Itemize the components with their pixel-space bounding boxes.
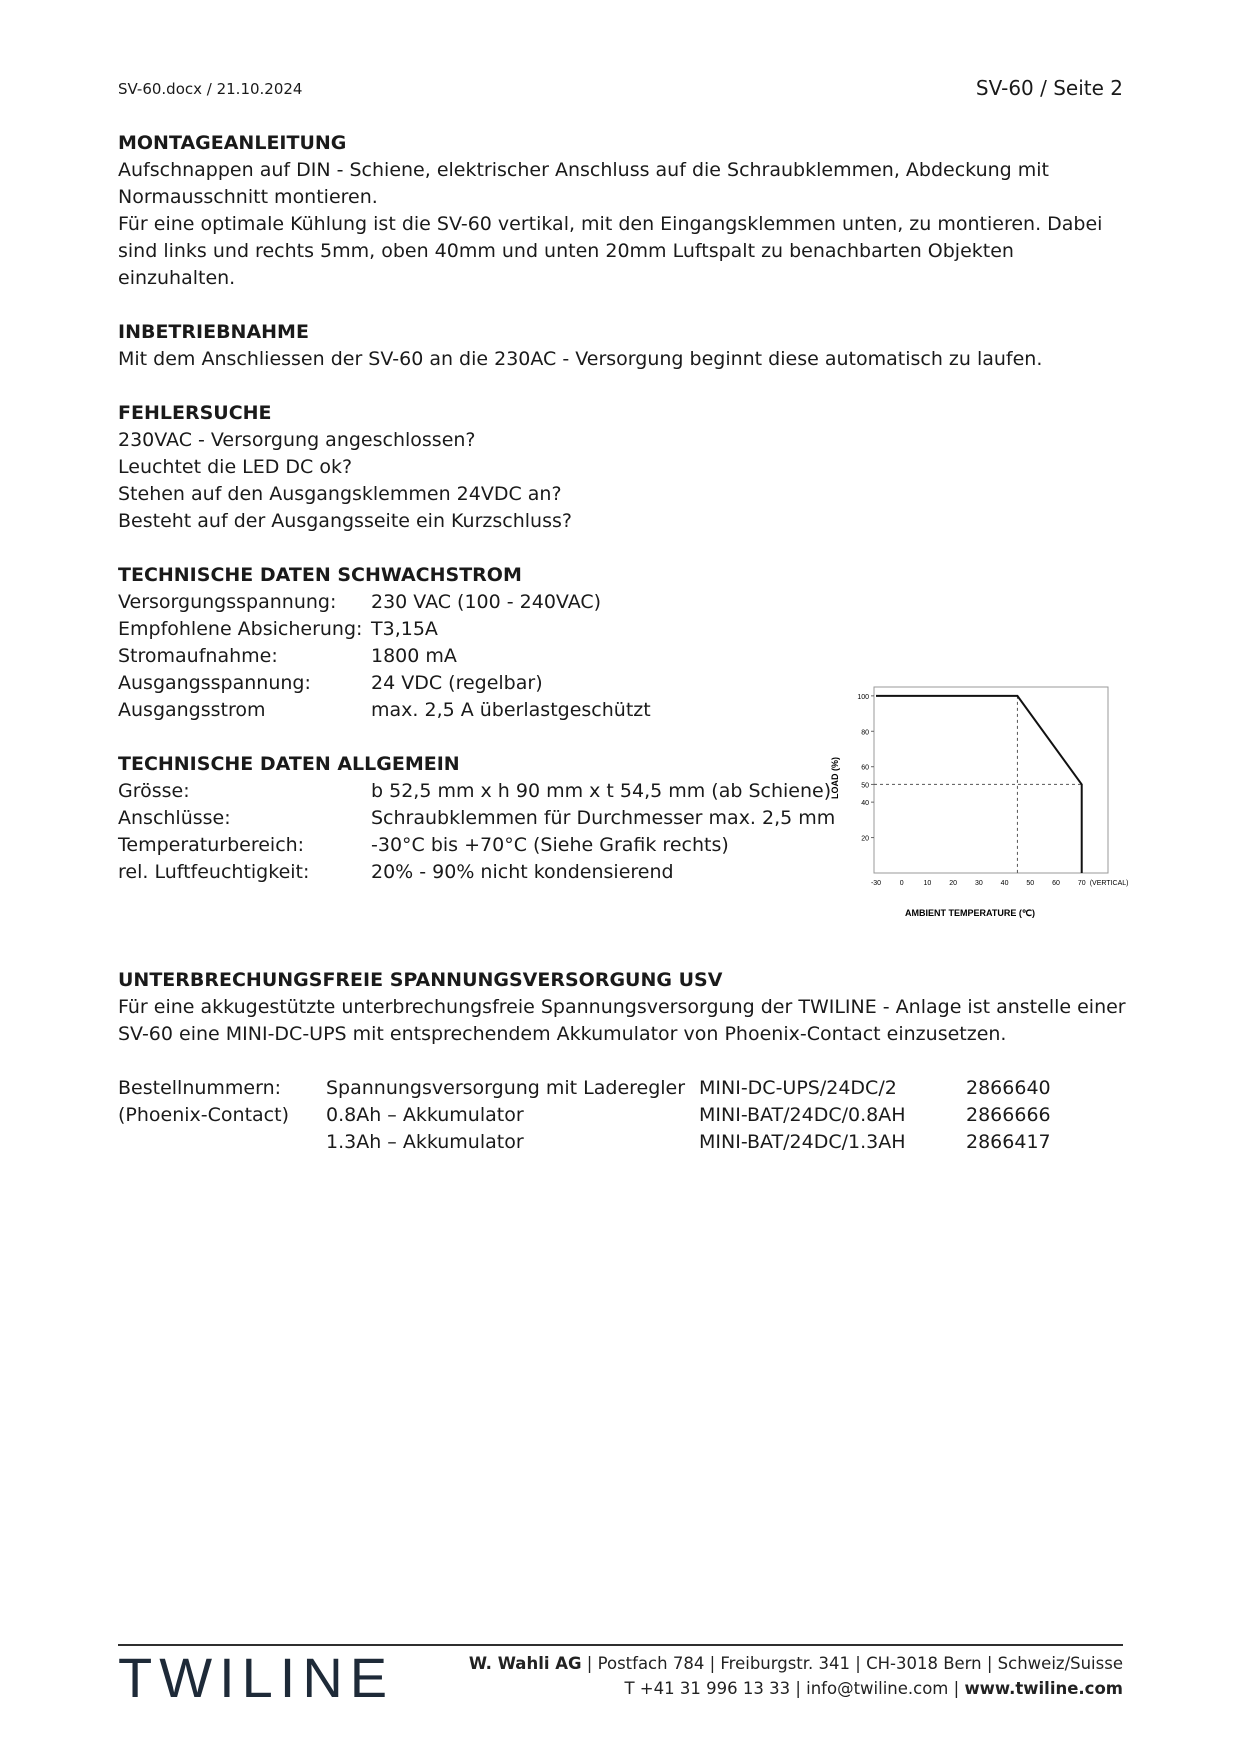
y-tick-label: 40: [861, 800, 869, 808]
spec-row: [118, 616, 1128, 643]
derating-chart-svg: [828, 680, 1148, 940]
table-cell: (Phoenix-Contact): [118, 1104, 289, 1126]
text-line: Stehen auf den Ausgangsklemmen 24VDC an?: [118, 483, 562, 505]
text-line: sind links und rechts 5mm, oben 40mm und unten 20mm Luftspalt zu benachbarten Objekten einzuhalten.: [118, 240, 1014, 289]
section-fehlersuche: [118, 400, 1128, 535]
section-title: TECHNISCHE DATEN ALLGEMEIN: [118, 753, 460, 775]
twiline-logo: TWILINE: [118, 1646, 395, 1709]
x-tick-label: 20: [949, 880, 958, 887]
spec-key: Versorgungsspannung:: [118, 591, 337, 613]
y-tick-label: 50: [861, 782, 869, 790]
y-tick-label: 20: [861, 835, 869, 843]
document-body: [118, 130, 1128, 1183]
spec-row: [118, 589, 1128, 616]
spec-key: Ausgangsspannung:: [118, 672, 311, 694]
x-tick-label: 40: [1000, 880, 1009, 887]
spec-key: Grösse:: [118, 780, 190, 802]
y-tick-label: 100: [857, 693, 869, 701]
x-axis-label: AMBIENT TEMPERATURE (℃): [905, 908, 1035, 918]
x-tick-label: 70: [1077, 880, 1086, 887]
text-line: Besteht auf der Ausgangsseite ein Kurzschluss?: [118, 510, 572, 532]
derating-chart: [828, 680, 1148, 944]
address-text: | Postfach 784 | Freiburgstr. 341 | CH-3018 Bern | Schweiz/Suisse: [581, 1654, 1123, 1673]
section-montage: [118, 130, 1128, 292]
table-cell: MINI-BAT/24DC/1.3AH: [699, 1131, 906, 1153]
footer-address-line: [469, 1651, 1123, 1676]
x-tick-label: 10: [923, 880, 932, 887]
company-name: W. Wahli AG: [468, 1654, 582, 1673]
chart-frame: [874, 687, 1108, 873]
text-line: Normausschnitt montieren.: [118, 186, 378, 208]
spec-value: 24 VDC (regelbar): [371, 672, 543, 694]
table-cell: 2866417: [966, 1131, 1051, 1153]
x-tick-label: 0: [899, 880, 904, 887]
order-table: [118, 1075, 1051, 1156]
table-row: [118, 1129, 1051, 1156]
text-line: Für eine akkugestützte unterbrechungsfreie Spannungsversorgung der TWILINE - Anlage ist anstelle einer: [118, 996, 1126, 1018]
section-title: INBETRIEBNAHME: [118, 321, 309, 343]
text-line: Mit dem Anschliessen der SV-60 an die 230AC - Versorgung beginnt diese automatisch zu laufen.: [118, 348, 1043, 370]
x-tick-label: 30: [974, 880, 983, 887]
spec-value: Schraubklemmen für Durchmesser max. 2,5 mm: [371, 807, 836, 829]
spec-row: [118, 643, 1128, 670]
spec-key: Anschlüsse:: [118, 807, 231, 829]
spec-value: T3,15A: [371, 618, 438, 640]
section-inbetriebnahme: [118, 319, 1128, 373]
spec-key: rel. Luftfeuchtigkeit:: [118, 861, 310, 883]
x-tick-label: -30: [870, 880, 882, 887]
header-doc-info: SV-60.docx / 21.10.2024: [118, 80, 303, 98]
text-line: SV-60 eine MINI-DC-UPS mit entsprechendem Akkumulator von Phoenix-Contact einzusetzen.: [118, 1023, 1007, 1045]
section-title: FEHLERSUCHE: [118, 402, 272, 424]
table-cell: Spannungsversorgung mit Laderegler: [326, 1077, 686, 1099]
spec-value: 1800 mA: [371, 645, 457, 667]
text-line: 230VAC - Versorgung angeschlossen?: [118, 429, 476, 451]
table-cell: 2866666: [966, 1104, 1051, 1126]
y-tick-label: 80: [861, 729, 869, 737]
table-cell: MINI-DC-UPS/24DC/2: [699, 1077, 897, 1099]
text-line: Für eine optimale Kühlung ist die SV-60 vertikal, mit den Eingangsklemmen unten, zu montieren. Dabei: [118, 213, 1103, 235]
spec-key: Stromaufnahme:: [118, 645, 278, 667]
table-cell: 0.8Ah – Akkumulator: [326, 1104, 524, 1126]
spec-value: b 52,5 mm x h 90 mm x t 54,5 mm (ab Schiene): [371, 780, 832, 802]
text-line: Leuchtet die LED DC ok?: [118, 456, 353, 478]
spec-key: Ausgangsstrom: [118, 699, 266, 721]
section-title: MONTAGEANLEITUNG: [118, 132, 347, 154]
table-row: [118, 1075, 1051, 1102]
spec-value: max. 2,5 A überlastgeschützt: [371, 699, 651, 721]
text-line: Aufschnappen auf DIN - Schiene, elektrischer Anschluss auf die Schraubklemmen, Abdeckung mit: [118, 159, 1050, 181]
table-cell: [118, 1129, 326, 1156]
y-tick-label: 60: [861, 764, 869, 772]
spec-value: -30°C bis +70°C (Siehe Grafik rechts): [371, 834, 729, 856]
section-title: UNTERBRECHUNGSFREIE SPANNUNGSVERSORGUNG USV: [118, 969, 723, 991]
contact-text: T +41 31 996 13 33 | info@twiline.com |: [624, 1679, 965, 1698]
table-cell: 2866640: [966, 1077, 1051, 1099]
x-tick-suffix: (VERTICAL): [1089, 880, 1129, 887]
section-usv: [118, 967, 1128, 1156]
x-tick-label: 50: [1026, 880, 1035, 887]
section-title: TECHNISCHE DATEN SCHWACHSTROM: [118, 564, 522, 586]
x-tick-label: 60: [1052, 880, 1060, 887]
footer-contact: [469, 1651, 1123, 1701]
website-link[interactable]: www.twiline.com: [964, 1679, 1123, 1698]
spec-key: Empfohlene Absicherung:: [118, 618, 363, 640]
spec-value: 230 VAC (100 - 240VAC): [371, 591, 602, 613]
spec-key: Temperaturbereich:: [118, 834, 305, 856]
table-cell: Bestellnummern:: [118, 1077, 282, 1099]
header-page-number: SV-60 / Seite 2: [975, 76, 1123, 100]
footer-contact-line: [469, 1676, 1123, 1701]
table-cell: 1.3Ah – Akkumulator: [326, 1131, 524, 1153]
table-row: [118, 1102, 1051, 1129]
spec-value: 20% - 90% nicht kondensierend: [371, 861, 674, 883]
y-axis-label: LOAD (%): [830, 757, 840, 799]
table-cell: MINI-BAT/24DC/0.8AH: [699, 1104, 906, 1126]
